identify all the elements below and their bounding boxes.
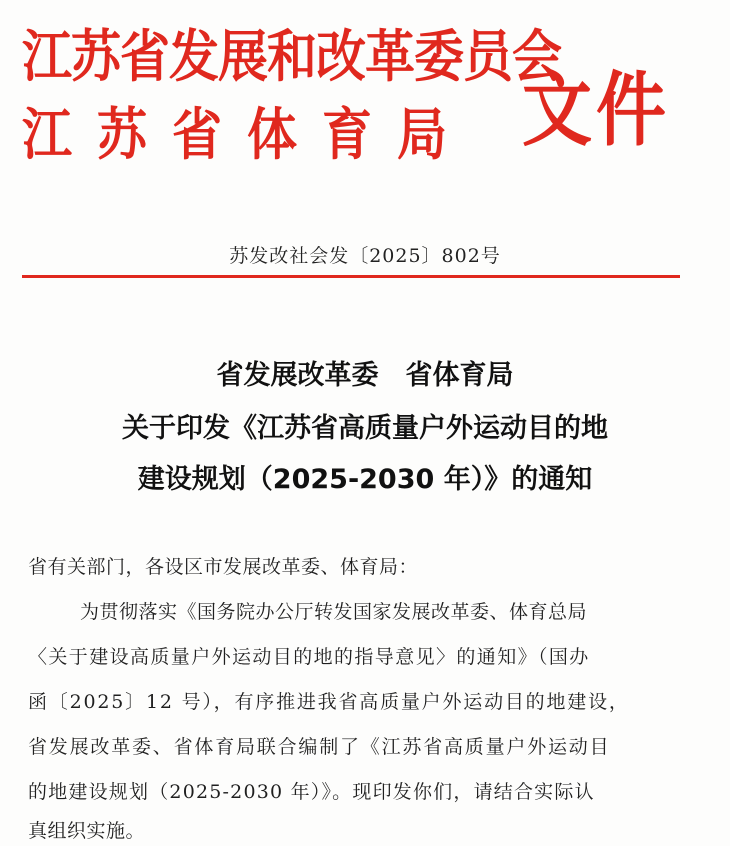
- title-line-3: 建设规划（2025-2030 年）》的通知: [137, 464, 593, 495]
- salutation: 省有关部门，各设区市发展改革委、体育局：: [28, 556, 419, 578]
- body-line: 函〔2025〕12 号），有序推进我省高质量户外运动目的地建设，: [28, 691, 630, 713]
- issuing-org-sports-bureau: 江苏省体育局: [22, 101, 472, 168]
- body-line: 的地建设规划（2025-2030 年）》。现印发你们，请结合实际认: [28, 781, 595, 803]
- document-header: [22, 10, 712, 168]
- body-line: 省发展改革委、省体育局联合编制了《江苏省高质量户外运动目: [28, 736, 611, 758]
- header-divider: [22, 275, 680, 278]
- body-line: 〈关于建设高质量户外运动目的地的指导意见〉的通知》（国办: [28, 646, 590, 668]
- issuing-org-ndrc: 江苏省发展和改革委员会: [22, 23, 561, 90]
- title-line-2: 关于印发《江苏省高质量户外运动目的地: [122, 413, 608, 444]
- document-number: 苏发改社会发〔2025〕802号: [229, 245, 501, 267]
- body-line: 真组织实施。: [28, 820, 146, 842]
- title-line-1: 省发展改革委 省体育局: [216, 360, 514, 391]
- document-label: 文件: [522, 62, 670, 158]
- body-line: 为贯彻落实《国务院办公厅转发国家发展改革委、体育总局: [80, 601, 588, 623]
